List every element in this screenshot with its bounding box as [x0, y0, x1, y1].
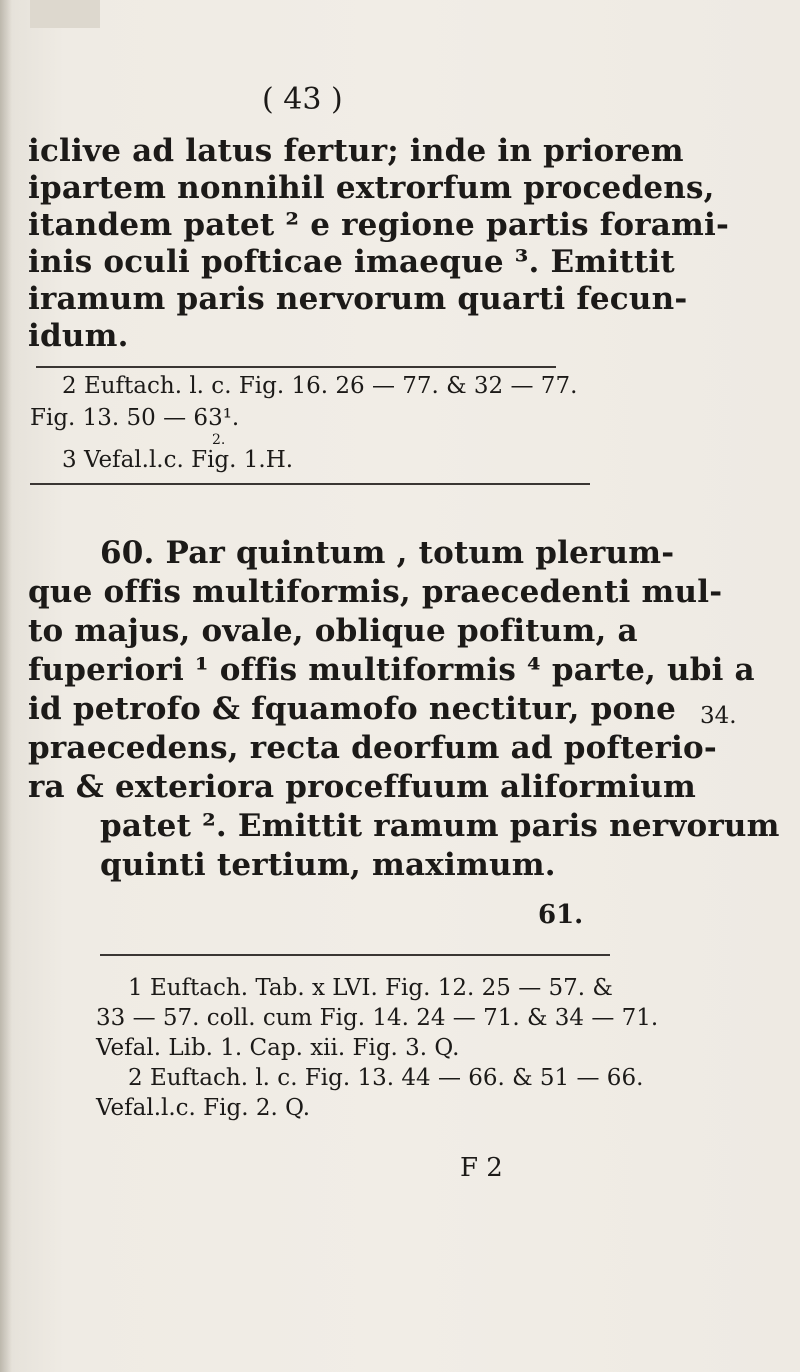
text-line: patet ². Emittit ramum paris nervorum [100, 808, 780, 844]
footnote-rule [36, 366, 556, 368]
text-line: ra & exteriora proceffuum aliformium [28, 769, 696, 805]
footnote-line: 2 Euftach. l. c. Fig. 16. 26 — 77. & 32 — 77. [62, 373, 578, 399]
text-line: iclive ad latus fertur; inde in priorem [28, 133, 684, 169]
text-line: fuperiori ¹ offis multiformis ⁴ parte, ubi a [28, 652, 755, 688]
footnote-line: Fig. 13. 50 — 63¹. [30, 405, 240, 431]
catchword: 61. [538, 900, 584, 930]
paper-stain [30, 0, 100, 28]
footnote-line: 33 — 57. coll. cum Fig. 14. 24 — 71. & 34 — 71. [96, 1005, 659, 1031]
text-line: id petrofo & fquamofo nectitur, pone [28, 691, 677, 727]
text-line: 60. Par quintum , totum plerum- [100, 535, 675, 571]
footnote-line: 2 Euftach. l. c. Fig. 13. 44 — 66. & 51 — 66. [128, 1065, 644, 1091]
footnote-rule [100, 954, 610, 956]
text-line: to majus, ovale, oblique pofitum, a [28, 613, 638, 649]
text-line: que offis multiformis, praecedenti mul- [28, 574, 723, 610]
margin-note: 34. [700, 703, 737, 729]
text-line: ipartem nonnihil extrorfum procedens, [28, 170, 715, 206]
footnote-line: Vefal.l.c. Fig. 2. Q. [96, 1095, 311, 1121]
text-line: inis oculi pofticae imaeque ³. Emittit [28, 244, 675, 280]
footnote-line: 3 Vefal.l.c. Fig. 1.H. [62, 447, 294, 473]
footnote-line: Vefal. Lib. 1. Cap. xii. Fig. 3. Q. [96, 1035, 460, 1061]
text-line: praecedens, recta deorfum ad pofterio- [28, 730, 717, 766]
text-line: idum. [28, 318, 129, 354]
section-rule [30, 483, 590, 485]
text-line: quinti tertium, maximum. [100, 847, 556, 883]
footnote-line: 1 Euftach. Tab. x LVI. Fig. 12. 25 — 57. & [128, 975, 613, 1001]
text-line: iramum paris nervorum quarti fecun- [28, 281, 688, 317]
page-number: ( 43 ) [262, 82, 343, 117]
page-gutter-shadow [0, 0, 12, 1372]
text-line: itandem patet ² e regione partis forami- [28, 207, 730, 243]
signature-mark: F 2 [460, 1153, 503, 1183]
footnote-superscript: 2. [212, 432, 226, 448]
